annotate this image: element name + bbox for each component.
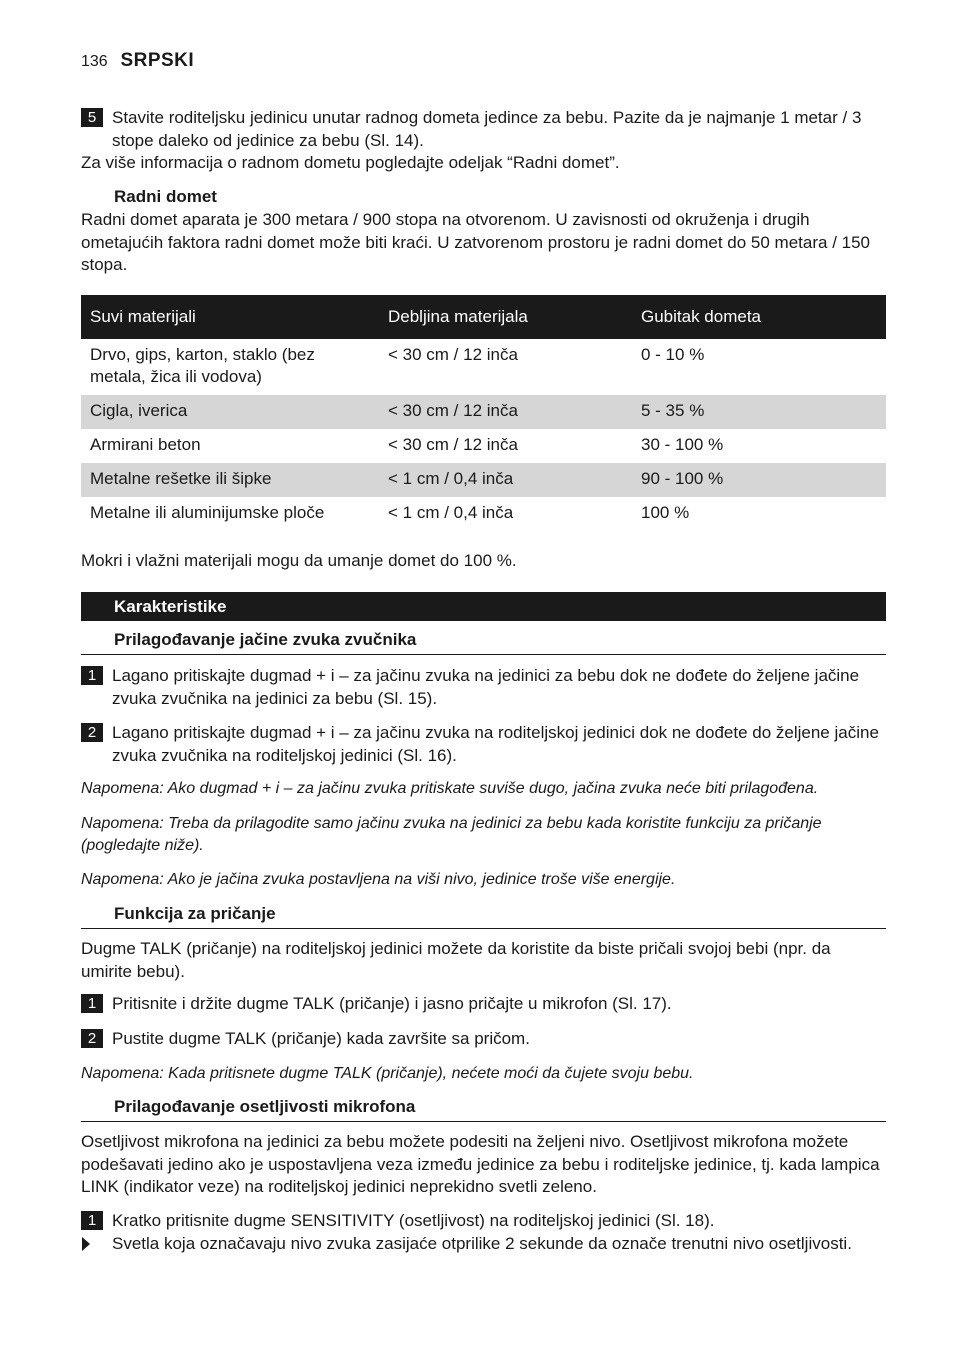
step-text: Lagano pritiskajte dugmad + i – za jačinu zvuka na jedinici za bebu dok ne dođete do željene jačine zvuka zvučnika na jedinici za bebu (Sl. 15).: [112, 666, 860, 708]
table-cell: Armirani beton: [90, 435, 201, 454]
language-label: SRPSKI: [120, 50, 195, 71]
features-heading: Karakteristike: [81, 592, 886, 621]
step-number: 2: [81, 723, 103, 742]
table-cell: Metalne rešetke ili šipke: [81, 463, 379, 497]
triangle-bullet-icon: [82, 1237, 90, 1251]
volume-note-2: Napomena: Treba da prilagodite samo jačinu zvuka na jedinici za bebu kada koristite funkciju za pričanje (pogledajte niže).: [81, 815, 822, 854]
wet-materials-paragraph: Mokri i vlažni materijali mogu da umanje domet do 100 %.: [81, 551, 517, 570]
volume-step-2: [81, 722, 886, 767]
table-header: Suvi materijali: [81, 295, 379, 339]
step-number: 1: [81, 1211, 103, 1230]
table-cell: 5 - 35 %: [632, 395, 886, 429]
talk-step-2: [81, 1028, 886, 1051]
mic-step-1: [81, 1210, 886, 1233]
step-number: 1: [81, 666, 103, 685]
mic-intro: Osetljivost mikrofona na jedinici za bebu možete podesiti na željeni nivo. Osetljivost mikrofona možete podešavati jedino ako je uspostavljena veza između jedinice za bebu i roditeljske jedinice, tj. kada lampica LINK (indikator veze) na roditeljskoj jedinici neprekidno svetli zeleno.: [81, 1132, 880, 1196]
step-text: Lagano pritiskajte dugmad + i – za jačinu zvuka na roditeljskoj jedinici dok ne dođete do željene jačine zvuka zvučnika na roditeljskoj jedinici (Sl. 16).: [112, 723, 879, 765]
table-cell: Metalne ili aluminijumske ploče: [90, 503, 325, 522]
step-5: [81, 107, 886, 152]
table-header: Debljina materijala: [379, 295, 632, 339]
table-cell: 100 %: [641, 503, 690, 522]
step-number: 2: [81, 1029, 103, 1048]
more-info-paragraph: Za više informacija o radnom dometu pogledajte odeljak “Radni domet”.: [81, 153, 620, 172]
range-heading: Radni domet: [114, 187, 217, 206]
table-cell: < 30 cm / 12 inča: [388, 345, 518, 364]
page-header: [81, 50, 194, 72]
table-cell: < 1 cm / 0,4 inča: [379, 463, 632, 497]
range-table: [81, 295, 886, 533]
volume-note-3: Napomena: Ako je jačina zvuka postavljena na viši nivo, jedinice troše više energije.: [81, 871, 676, 888]
table-row: [81, 395, 886, 429]
talk-note: Napomena: Kada pritisnete dugme TALK (pričanje), nećete moći da čujete svoju bebu.: [81, 1065, 694, 1082]
table-cell: < 30 cm / 12 inča: [388, 435, 518, 454]
mic-heading: Prilagođavanje osetljivosti mikrofona: [81, 1096, 886, 1122]
table-header: Gubitak dometa: [632, 295, 886, 339]
table-cell: 90 - 100 %: [632, 463, 886, 497]
volume-step-1: [81, 665, 886, 710]
step-text: Kratko pritisnite dugme SENSITIVITY (osetljivost) na roditeljskoj jedinici (Sl. 18).: [112, 1211, 715, 1230]
table-header-row: [81, 295, 886, 339]
talk-intro: Dugme TALK (pričanje) na roditeljskoj jedinici možete da koristite da biste pričali svojoj bebi (npr. da umirite bebu).: [81, 939, 831, 981]
table-row: [81, 463, 886, 497]
talk-step-1: [81, 993, 886, 1016]
table-cell: < 30 cm / 12 inča: [379, 395, 632, 429]
range-paragraph: Radni domet aparata je 300 metara / 900 stopa na otvorenom. U zavisnosti od okruženja i drugih ometajućih faktora radni domet može biti kraći. U zatvorenom prostoru je radni domet do 50 metara / 150 stopa.: [81, 210, 870, 274]
table-cell: 0 - 10 %: [641, 345, 705, 364]
step-number: 1: [81, 994, 103, 1013]
table-cell: Drvo, gips, karton, staklo (bez metala, žica ili vodova): [90, 345, 315, 386]
table-row: [81, 339, 886, 395]
volume-note-1: Napomena: Ako dugmad + i – za jačinu zvuka pritiskate suviše dugo, jačina zvuka neće biti prilagođena.: [81, 780, 819, 797]
table-row: [81, 497, 886, 533]
volume-heading: Prilagođavanje jačine zvuka zvučnika: [81, 629, 886, 655]
step-number: 5: [81, 108, 103, 127]
table-cell: 30 - 100 %: [641, 435, 724, 454]
page-number: 136: [81, 53, 108, 70]
step-text: Pritisnite i držite dugme TALK (pričanje) i jasno pričajte u mikrofon (Sl. 17).: [112, 994, 672, 1013]
table-cell: < 1 cm / 0,4 inča: [388, 503, 514, 522]
step-text: Pustite dugme TALK (pričanje) kada završite sa pričom.: [112, 1029, 530, 1048]
step-text: Stavite roditeljsku jedinicu unutar radnog dometa jedince za bebu. Pazite da je najmanje 1 metar / 3 stope daleko od jedinice za bebu (Sl. 14).: [112, 108, 862, 150]
talk-heading: Funkcija za pričanje: [81, 903, 886, 929]
mic-result-bullet: [81, 1233, 886, 1256]
bullet-text: Svetla koja označavaju nivo zvuka zasijaće otprilike 2 sekunde da označe trenutni nivo osetljivosti.: [112, 1234, 852, 1253]
table-cell: Cigla, iverica: [81, 395, 379, 429]
table-row: [81, 429, 886, 463]
